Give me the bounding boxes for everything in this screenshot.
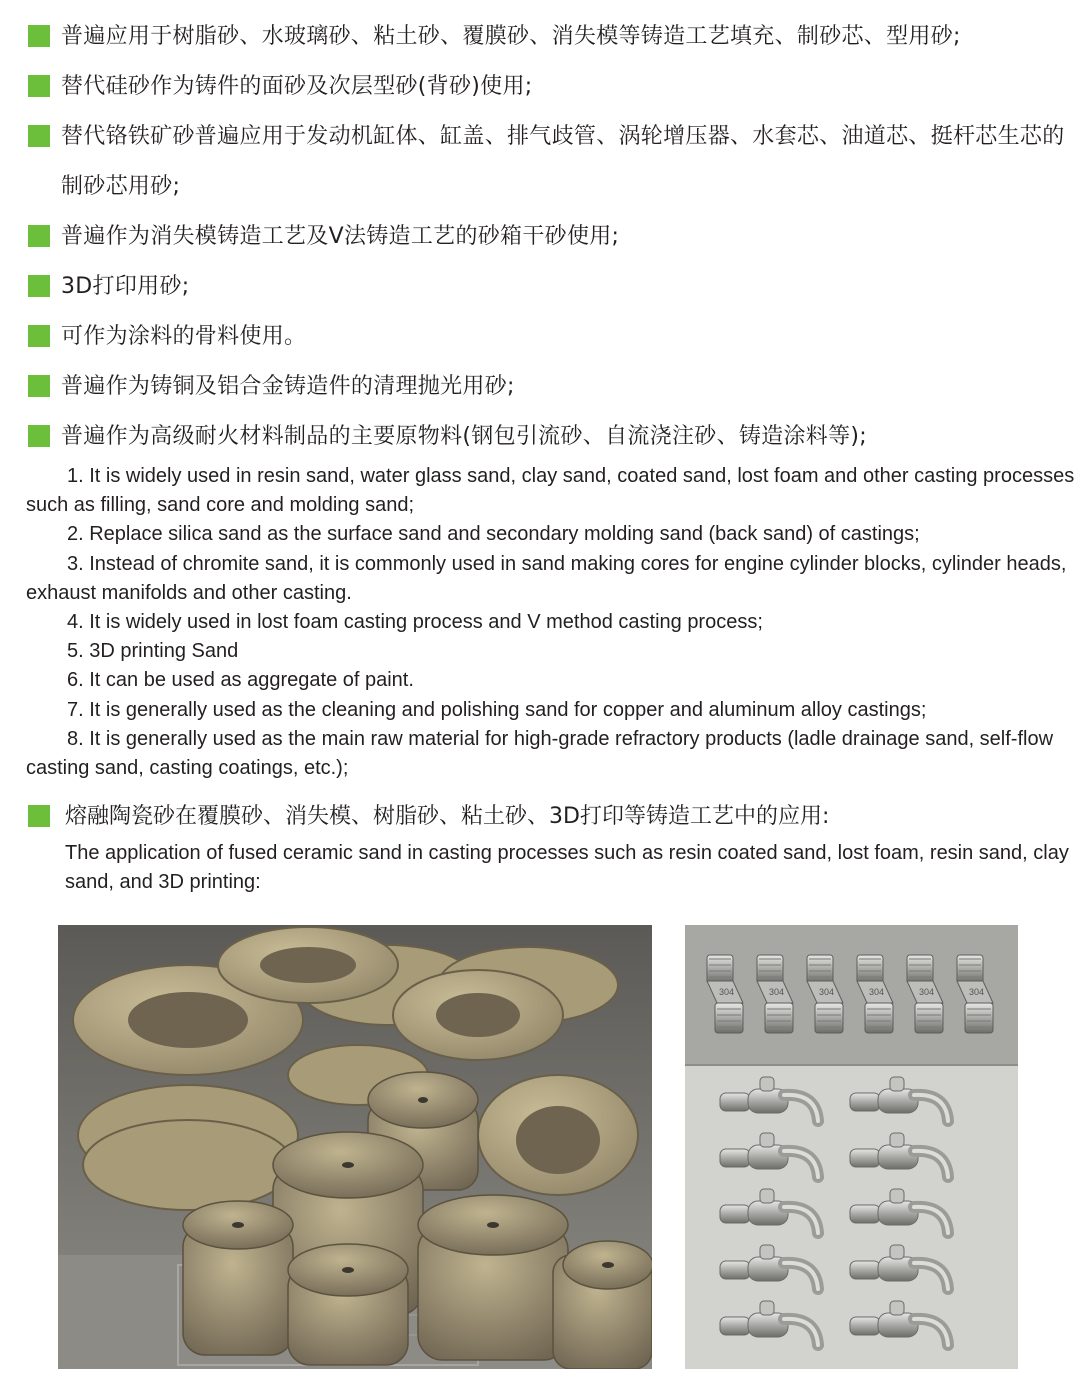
- fitting-stamp-label: 304: [969, 987, 985, 997]
- chinese-application-list: [28, 12, 1073, 462]
- green-square-bullet-icon: [28, 275, 50, 297]
- cn-list-item: [28, 262, 1073, 312]
- cn-list-item: [28, 312, 1073, 362]
- cn-list-item: [28, 12, 1073, 62]
- cn-item-text: 普遍作为消失模铸造工艺及V法铸造工艺的砂箱干砂使用;: [61, 224, 620, 249]
- fitting-stamp-label: 304: [919, 987, 935, 997]
- fitting-stamp-label: 304: [769, 987, 785, 997]
- cn-list-item: [28, 412, 1073, 462]
- cn-item-text: 可作为涂料的骨料使用。: [61, 324, 307, 349]
- cn-item-text: 普遍作为铸铜及铝合金铸造件的清理抛光用砂;: [61, 374, 515, 399]
- fitting-stamp-label: 304: [869, 987, 885, 997]
- section-title: [28, 795, 1073, 839]
- en-list-item: 5. 3D printing Sand: [67, 640, 239, 663]
- en-list-item: 4. It is widely used in lost foam casting process and V method casting process;: [67, 611, 763, 634]
- green-square-bullet-icon: [28, 125, 50, 147]
- english-application-list: [26, 462, 1076, 783]
- green-square-bullet-icon: [28, 25, 50, 47]
- en-list-item: 7. It is generally used as the cleaning and polishing sand for copper and aluminum alloy castings;: [67, 698, 927, 721]
- metal-castings-photo: [685, 925, 1018, 1369]
- cn-list-item: [28, 62, 1073, 112]
- green-square-bullet-icon: [28, 805, 50, 827]
- metal-castings-illustration: [685, 925, 1018, 1369]
- cn-item-text: 替代硅砂作为铸件的面砂及次层型砂(背砂)使用;: [61, 74, 533, 99]
- cn-item-text: 普遍应用于树脂砂、水玻璃砂、粘土砂、覆膜砂、消失模等铸造工艺填充、制砂芯、型用砂;: [61, 24, 961, 49]
- green-square-bullet-icon: [28, 375, 50, 397]
- sand-cores-illustration: [58, 925, 652, 1369]
- en-list-item: 8. It is generally used as the main raw material for high-grade refractory products (ladle drainage sand, self-flow casting sand, casting coatings, etc.);: [26, 727, 1054, 780]
- green-square-bullet-icon: [28, 75, 50, 97]
- fitting-stamp-label: 304: [719, 987, 735, 997]
- section-subtitle: The application of fused ceramic sand in casting processes such as resin coated sand, lost foam, resin sand, clay sand, and 3D printing:: [65, 842, 1069, 894]
- green-square-bullet-icon: [28, 225, 50, 247]
- en-list-item: 1. It is widely used in resin sand, water glass sand, clay sand, coated sand, lost foam and other casting processes such as filling, sand core and molding sand;: [26, 465, 1075, 517]
- cn-item-text: 3D打印用砂;: [61, 274, 190, 299]
- en-list-item: 2. Replace silica sand as the surface sand and secondary molding sand (back sand) of castings;: [67, 523, 920, 546]
- green-square-bullet-icon: [28, 325, 50, 347]
- cn-list-item: [28, 362, 1073, 412]
- cn-list-item: [28, 212, 1073, 262]
- en-list-item: 3. Instead of chromite sand, it is commonly used in sand making cores for engine cylinder blocks, cylinder heads, exhaust manifolds and other casting.: [26, 552, 1067, 604]
- en-list-item: 6. It can be used as aggregate of paint.: [67, 669, 414, 692]
- cn-item-text: 普遍作为高级耐火材料制品的主要原物料(钢包引流砂、自流浇注砂、铸造涂料等);: [61, 424, 867, 449]
- application-section: [28, 795, 1073, 897]
- cn-item-text: 替代铬铁矿砂普遍应用于发动机缸体、缸盖、排气歧管、涡轮增压器、水套芯、油道芯、挺杆芯生芯的制砂芯用砂;: [61, 124, 1065, 199]
- section-title-text: 熔融陶瓷砂在覆膜砂、消失模、树脂砂、粘土砂、3D打印等铸造工艺中的应用:: [65, 804, 830, 829]
- green-square-bullet-icon: [28, 425, 50, 447]
- fitting-stamp-label: 304: [819, 987, 835, 997]
- cn-list-item: [28, 112, 1073, 212]
- sand-cores-photo: [58, 925, 652, 1369]
